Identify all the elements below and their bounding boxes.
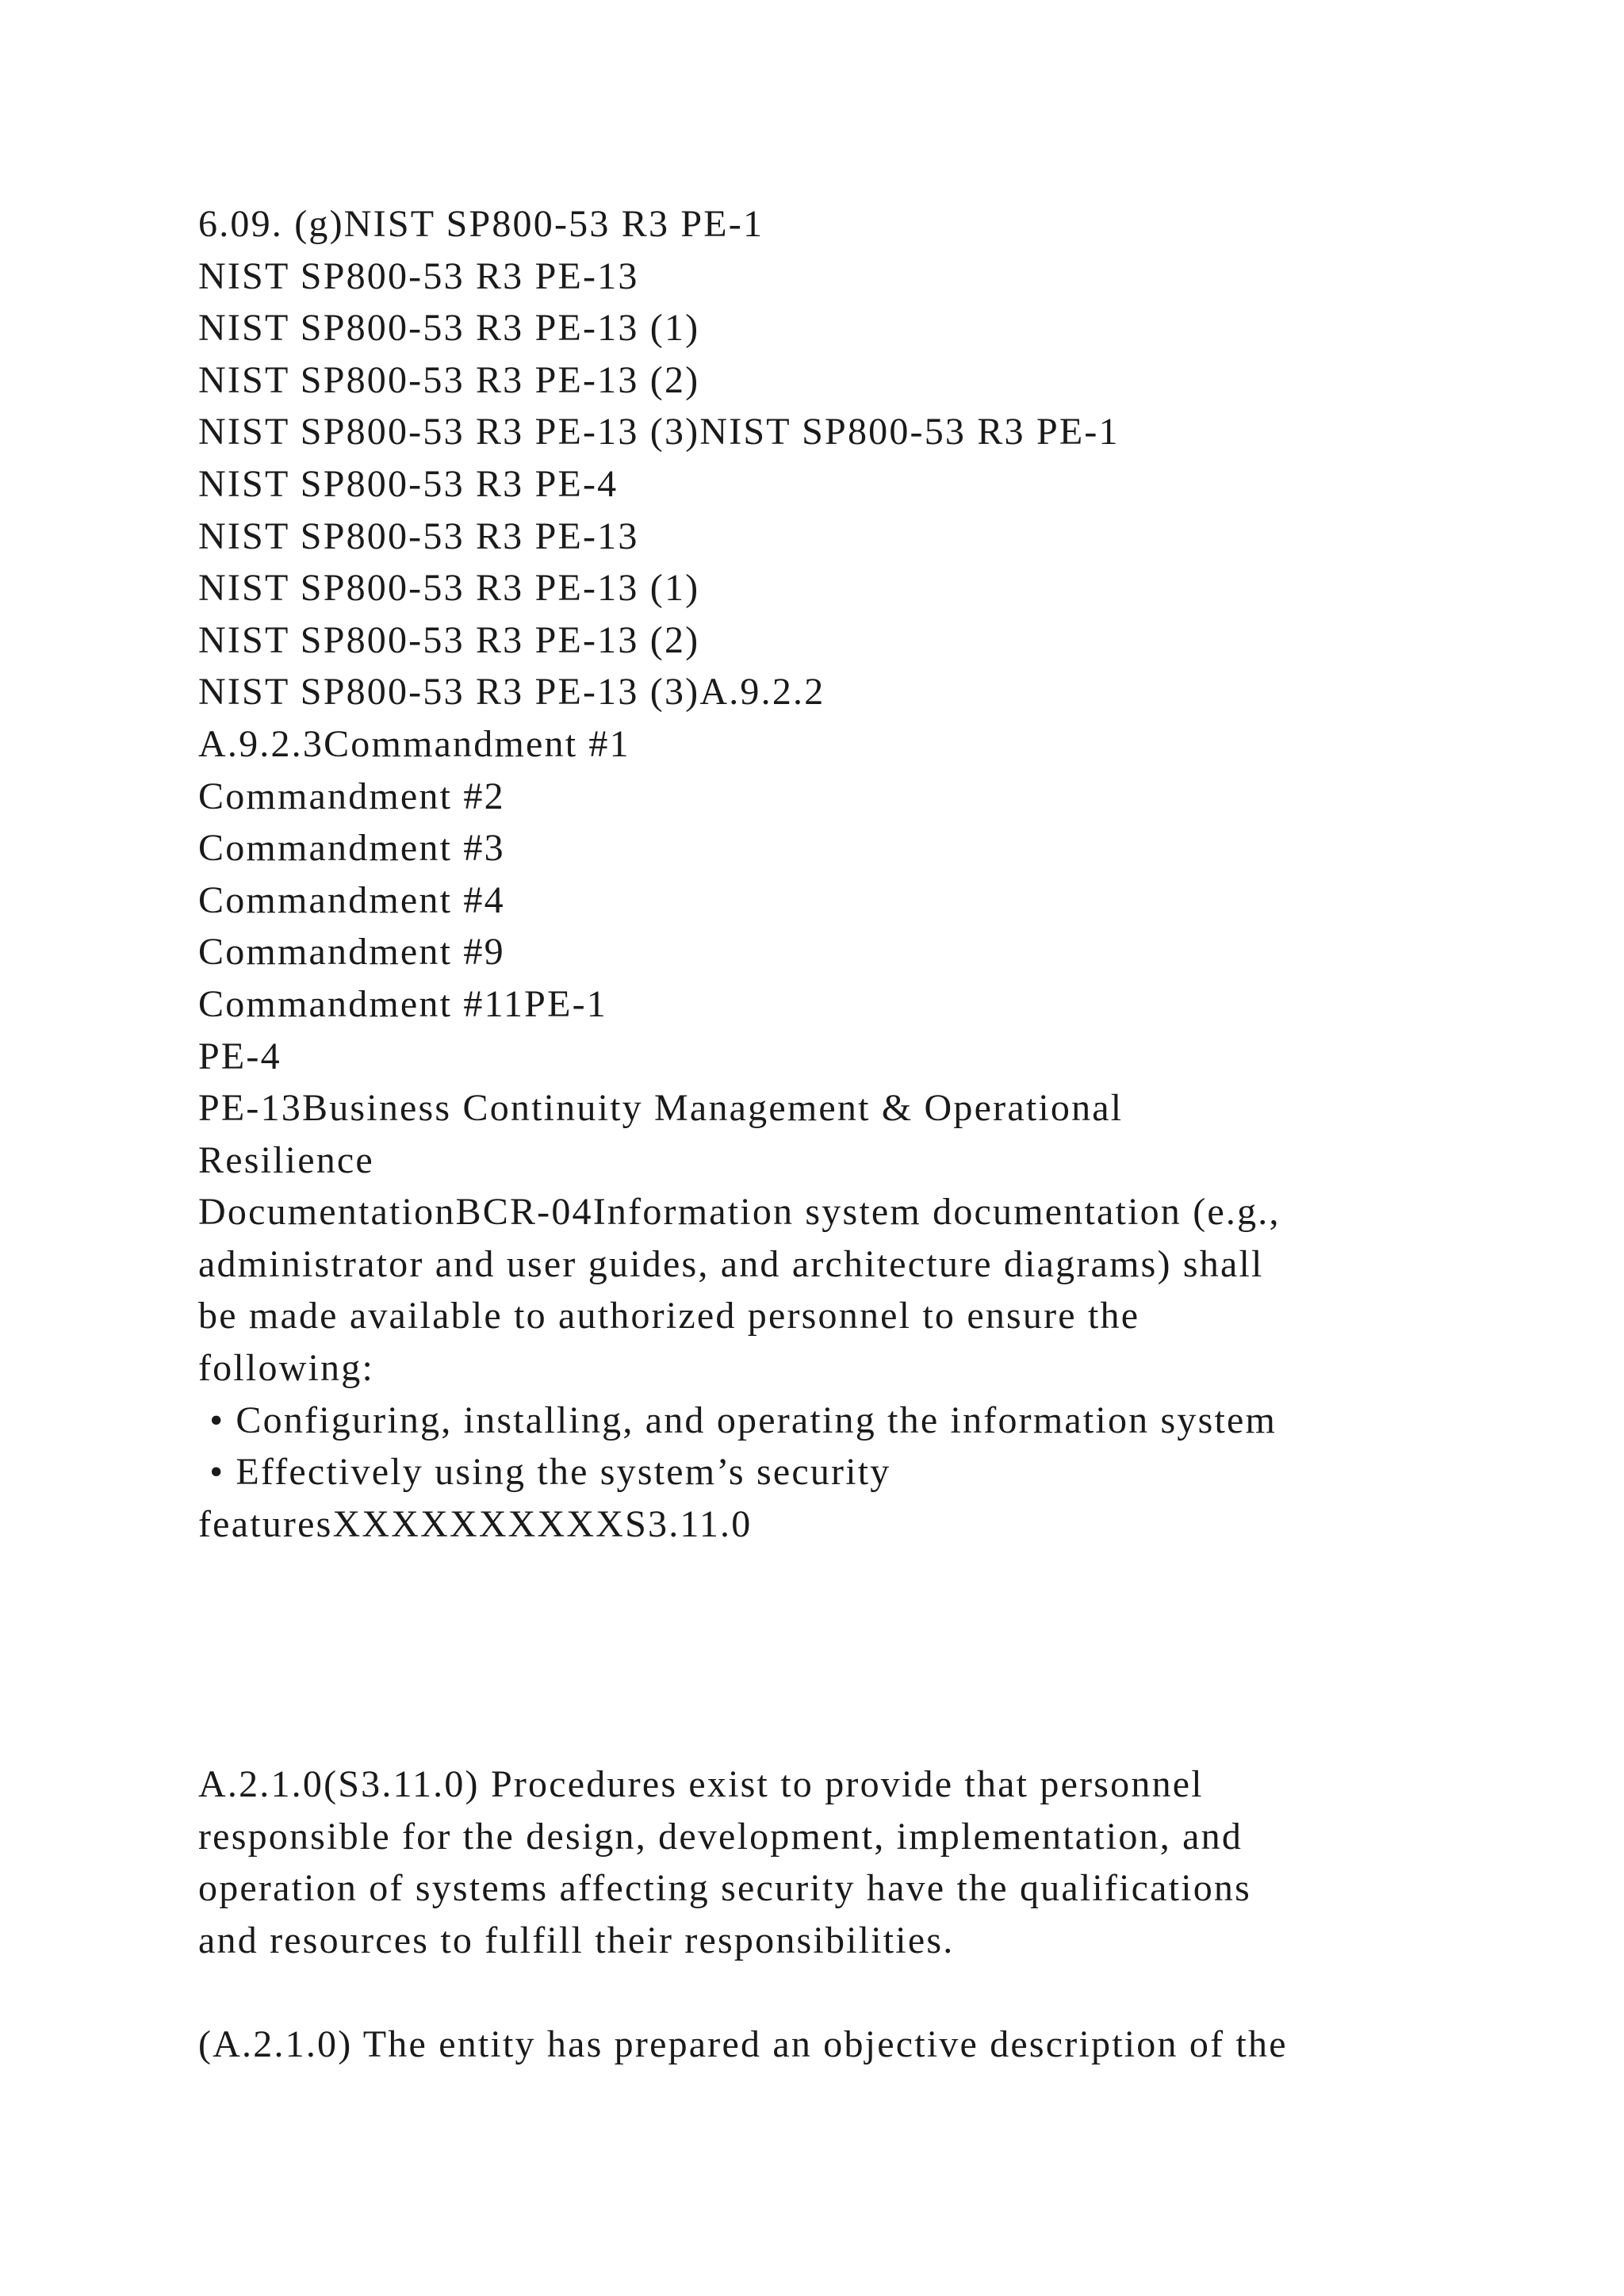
text-line: administrator and user guides, and architecture diagrams) shall [198,1242,1264,1285]
text-line: (A.2.1.0) The entity has prepared an objective description of the [198,2023,1288,2065]
text-line: NIST SP800-53 R3 PE-13 (3)A.9.2.2 [198,671,825,714]
procedures-paragraph [198,1758,1562,1966]
text-line: responsible for the design, development, implementation, and [198,1815,1243,1858]
bullet-item: • Configuring, installing, and operating the information system [198,1399,1277,1441]
text-line: PE-4 [198,1035,282,1077]
text-line: Commandment #3 [198,827,505,870]
text-line: following: [198,1347,374,1390]
text-line: be made available to authorized personnel to ensure the [198,1295,1140,1337]
controls-mapping-block [198,198,1562,1550]
text-line: NIST SP800-53 R3 PE-13 (1) [198,307,700,350]
text-line: A.9.2.3Commandment #1 [198,722,630,765]
text-line: NIST SP800-53 R3 PE-13 [198,515,639,557]
text-line: A.2.1.0(S3.11.0) Procedures exist to provide that personnel [198,1763,1204,1805]
text-line: Commandment #4 [198,878,505,921]
text-line: Commandment #9 [198,931,505,974]
text-line: operation of systems affecting security have the qualifications [198,1867,1252,1910]
text-line: NIST SP800-53 R3 PE-13 (2) [198,358,700,401]
text-line: NIST SP800-53 R3 PE-13 [198,254,639,297]
text-line: Commandment #2 [198,775,505,817]
description-paragraph [198,2019,1562,2071]
text-line: 6.09. (g)NIST SP800-53 R3 PE-1 [198,203,764,245]
text-line: DocumentationBCR-04Information system documentation (e.g., [198,1191,1281,1234]
text-line: featuresXXXXXXXXXXS3.11.0 [198,1502,753,1545]
text-line: NIST SP800-53 R3 PE-4 [198,462,619,505]
text-line: Resilience [198,1138,374,1181]
text-line: Commandment #11PE-1 [198,982,607,1025]
text-line: NIST SP800-53 R3 PE-13 (2) [198,618,700,661]
text-line: PE-13Business Continuity Management & Operational [198,1087,1124,1130]
text-line: NIST SP800-53 R3 PE-13 (1) [198,567,700,610]
text-line: NIST SP800-53 R3 PE-13 (3)NIST SP800-53 R3 PE-1 [198,411,1120,453]
bullet-item: • Effectively using the system’s security [198,1451,891,1494]
text-line: and resources to fulfill their responsibilities. [198,1919,955,1961]
